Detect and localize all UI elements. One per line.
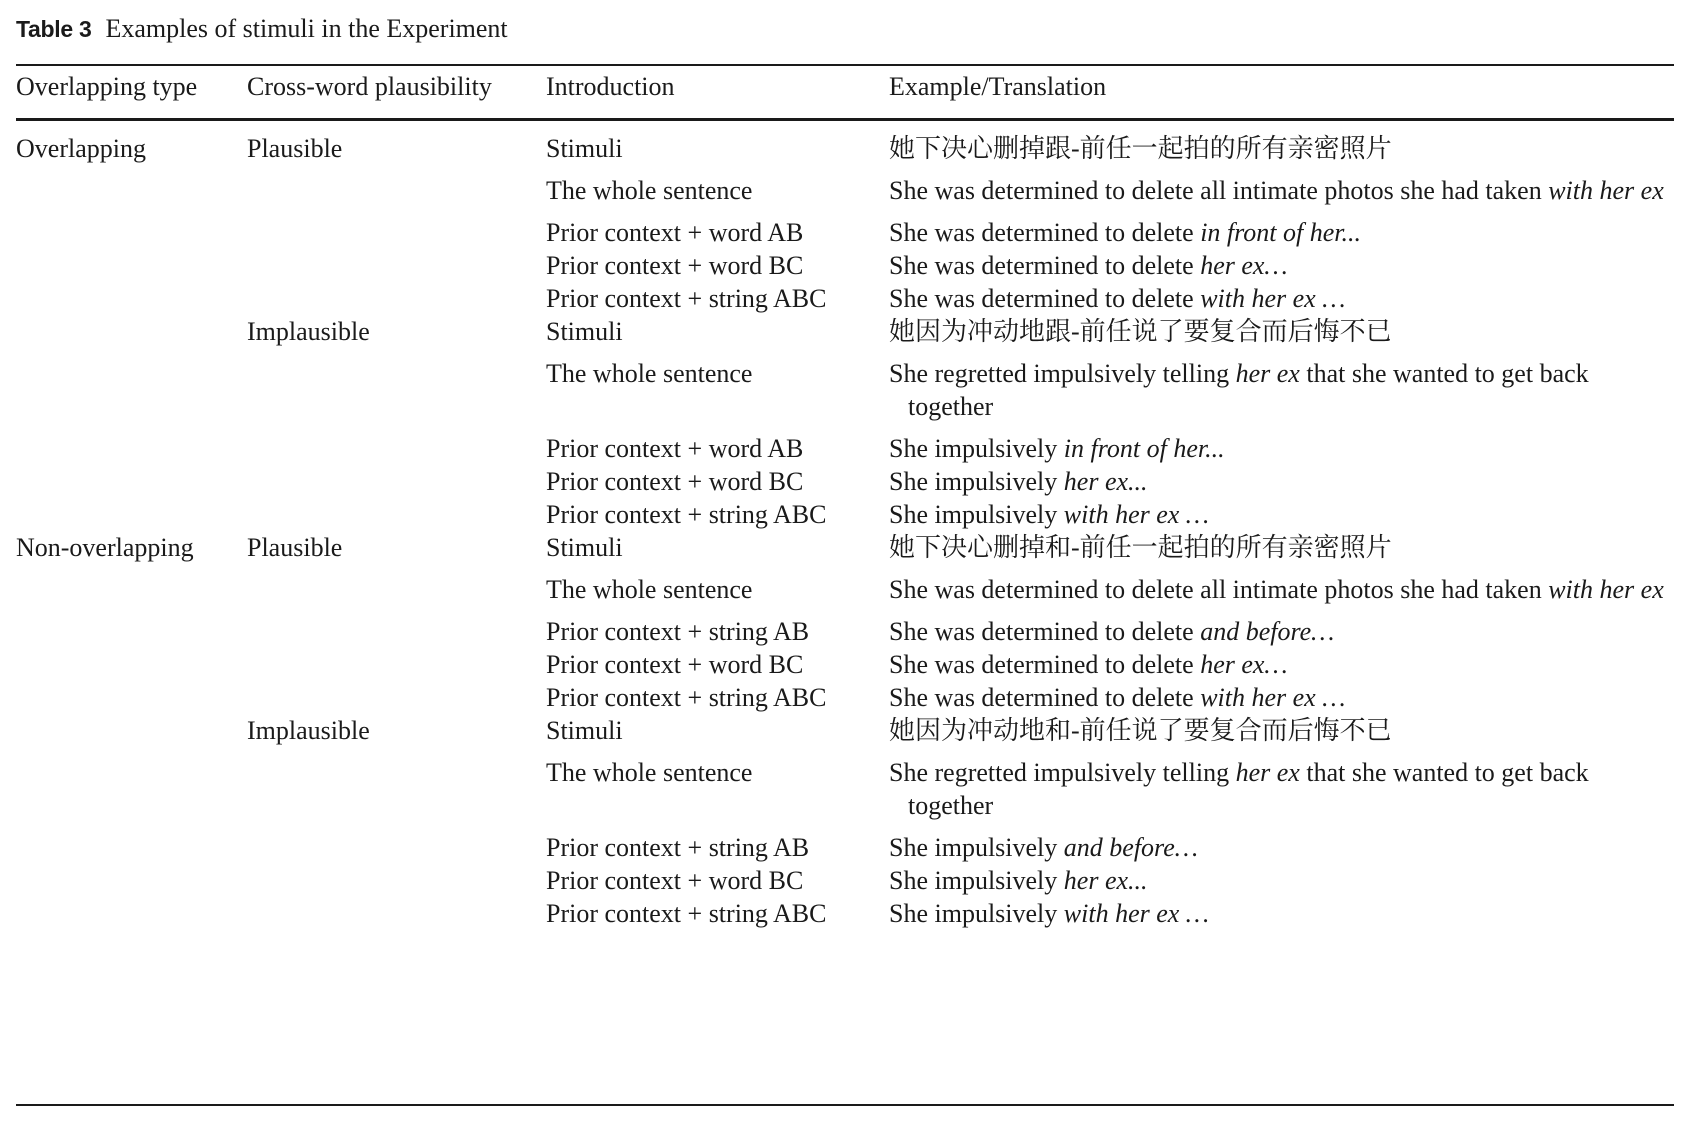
example-text-segment: She was determined to delete: [889, 218, 1201, 247]
example-italic-segment: her ex…: [1200, 650, 1288, 679]
cell-overlapping-type: Overlapping: [16, 134, 146, 163]
cell-introduction: The whole sentence: [546, 575, 753, 604]
cell-plausibility: Plausible: [247, 533, 343, 562]
table-row: [0, 174, 1692, 207]
cell-example-translation: [889, 465, 1680, 498]
cell-introduction: Prior context + word BC: [546, 251, 804, 280]
example-text-segment: that she wanted to get back together: [908, 758, 1589, 820]
example-text-segment: She regretted impulsively telling: [889, 758, 1236, 787]
table-header: [0, 72, 1692, 112]
example-italic-segment: with her ex …: [1063, 899, 1209, 928]
cell-introduction: The whole sentence: [546, 758, 753, 787]
header-example-translation: Example/Translation: [889, 72, 1107, 101]
example-italic-segment: with her ex …: [1063, 500, 1209, 529]
table-row: [0, 573, 1692, 606]
cell-example-translation: [889, 282, 1680, 315]
cell-example-translation: [889, 756, 1680, 822]
cell-introduction: The whole sentence: [546, 176, 753, 205]
table-body: [0, 132, 1692, 930]
example-text-segment: She impulsively: [889, 899, 1064, 928]
table-row: [0, 756, 1692, 822]
table-row: [0, 648, 1692, 681]
table-row: [0, 315, 1692, 348]
cell-introduction: Prior context + string ABC: [546, 899, 827, 928]
table-row: [0, 132, 1692, 165]
cell-plausibility: Implausible: [247, 716, 370, 745]
example-text-segment: She was determined to delete: [889, 617, 1201, 646]
example-text-segment: 她下决心删掉跟-前任一起拍的所有亲密照片: [889, 134, 1392, 163]
cell-introduction: Prior context + string AB: [546, 617, 810, 646]
example-text-segment: She was determined to delete all intimate photos she had taken: [889, 176, 1549, 205]
example-text-segment: She impulsively: [889, 866, 1064, 895]
cell-introduction: Prior context + string AB: [546, 833, 810, 862]
example-text-segment: 她因为冲动地和-前任说了要复合而后悔不已: [889, 716, 1392, 745]
table-row: [0, 897, 1692, 930]
cell-example-translation: [889, 681, 1680, 714]
example-italic-segment: and before…: [1063, 833, 1198, 862]
table-row: [0, 864, 1692, 897]
cell-example-translation: [889, 648, 1680, 681]
cell-introduction: Stimuli: [546, 716, 623, 745]
cell-example-translation: [889, 615, 1680, 648]
bottom-rule: [16, 1104, 1674, 1106]
cell-example-translation: [889, 864, 1680, 897]
example-text-segment: 她因为冲动地跟-前任说了要复合而后悔不已: [889, 317, 1392, 346]
table-row: [0, 615, 1692, 648]
table-row: [0, 357, 1692, 423]
example-text-segment: She impulsively: [889, 434, 1064, 463]
top-rule: [16, 64, 1674, 66]
example-text-segment: She regretted impulsively telling: [889, 359, 1236, 388]
cell-example-translation: [889, 132, 1680, 165]
cell-example-translation: [889, 531, 1680, 564]
table-title: Examples of stimuli in the Experiment: [105, 14, 508, 43]
header-cross-word-plausibility: Cross-word plausibility: [247, 72, 492, 101]
cell-example-translation: [889, 714, 1680, 747]
cell-example-translation: [889, 249, 1680, 282]
cell-example-translation: [889, 174, 1680, 207]
table-label: Table 3: [16, 16, 92, 42]
example-italic-segment: her ex: [1235, 758, 1300, 787]
example-italic-segment: her ex…: [1200, 251, 1288, 280]
cell-introduction: Prior context + word BC: [546, 866, 804, 895]
example-italic-segment: in front of her...: [1063, 434, 1225, 463]
header-rule: [16, 118, 1674, 121]
cell-example-translation: [889, 573, 1680, 606]
table-row: [0, 714, 1692, 747]
cell-introduction: Stimuli: [546, 317, 623, 346]
cell-example-translation: [889, 357, 1680, 423]
table-row: [0, 216, 1692, 249]
example-text-segment: She impulsively: [889, 467, 1064, 496]
cell-introduction: Prior context + word AB: [546, 434, 804, 463]
cell-overlapping-type: Non-overlapping: [16, 533, 194, 562]
example-italic-segment: her ex...: [1063, 467, 1148, 496]
example-text-segment: 她下决心删掉和-前任一起拍的所有亲密照片: [889, 533, 1392, 562]
table-row: [0, 432, 1692, 465]
cell-plausibility: Plausible: [247, 134, 343, 163]
cell-example-translation: [889, 432, 1680, 465]
example-text-segment: She was determined to delete: [889, 683, 1201, 712]
cell-introduction: Prior context + string ABC: [546, 500, 827, 529]
table-row: [0, 465, 1692, 498]
example-text-segment: She was determined to delete all intimate photos she had taken: [889, 575, 1549, 604]
cell-introduction: Prior context + word BC: [546, 650, 804, 679]
table-caption: [16, 14, 508, 44]
cell-example-translation: [889, 498, 1680, 531]
example-italic-segment: with her ex: [1548, 176, 1664, 205]
example-italic-segment: with her ex …: [1200, 284, 1346, 313]
cell-example-translation: [889, 897, 1680, 930]
table-row: [0, 681, 1692, 714]
example-italic-segment: in front of her...: [1200, 218, 1362, 247]
example-text-segment: She was determined to delete: [889, 284, 1201, 313]
table-row: [0, 531, 1692, 564]
cell-introduction: Prior context + word BC: [546, 467, 804, 496]
cell-example-translation: [889, 831, 1680, 864]
cell-introduction: Prior context + string ABC: [546, 284, 827, 313]
table-row: [0, 831, 1692, 864]
cell-introduction: The whole sentence: [546, 359, 753, 388]
header-introduction: Introduction: [546, 72, 675, 101]
example-text-segment: that she wanted to get back together: [908, 359, 1589, 421]
example-italic-segment: and before…: [1200, 617, 1335, 646]
example-text-segment: She was determined to delete: [889, 251, 1201, 280]
header-overlapping-type: Overlapping type: [16, 72, 198, 101]
cell-plausibility: Implausible: [247, 317, 370, 346]
example-italic-segment: her ex: [1235, 359, 1300, 388]
cell-introduction: Stimuli: [546, 533, 623, 562]
cell-introduction: Stimuli: [546, 134, 623, 163]
cell-introduction: Prior context + word AB: [546, 218, 804, 247]
table-row: [0, 498, 1692, 531]
example-text-segment: She impulsively: [889, 500, 1064, 529]
example-text-segment: She was determined to delete: [889, 650, 1201, 679]
cell-example-translation: [889, 315, 1680, 348]
table-row: [0, 282, 1692, 315]
table-row: [0, 249, 1692, 282]
cell-example-translation: [889, 216, 1680, 249]
example-italic-segment: with her ex: [1548, 575, 1664, 604]
example-italic-segment: with her ex …: [1200, 683, 1346, 712]
example-italic-segment: her ex...: [1063, 866, 1148, 895]
example-text-segment: She impulsively: [889, 833, 1064, 862]
cell-introduction: Prior context + string ABC: [546, 683, 827, 712]
